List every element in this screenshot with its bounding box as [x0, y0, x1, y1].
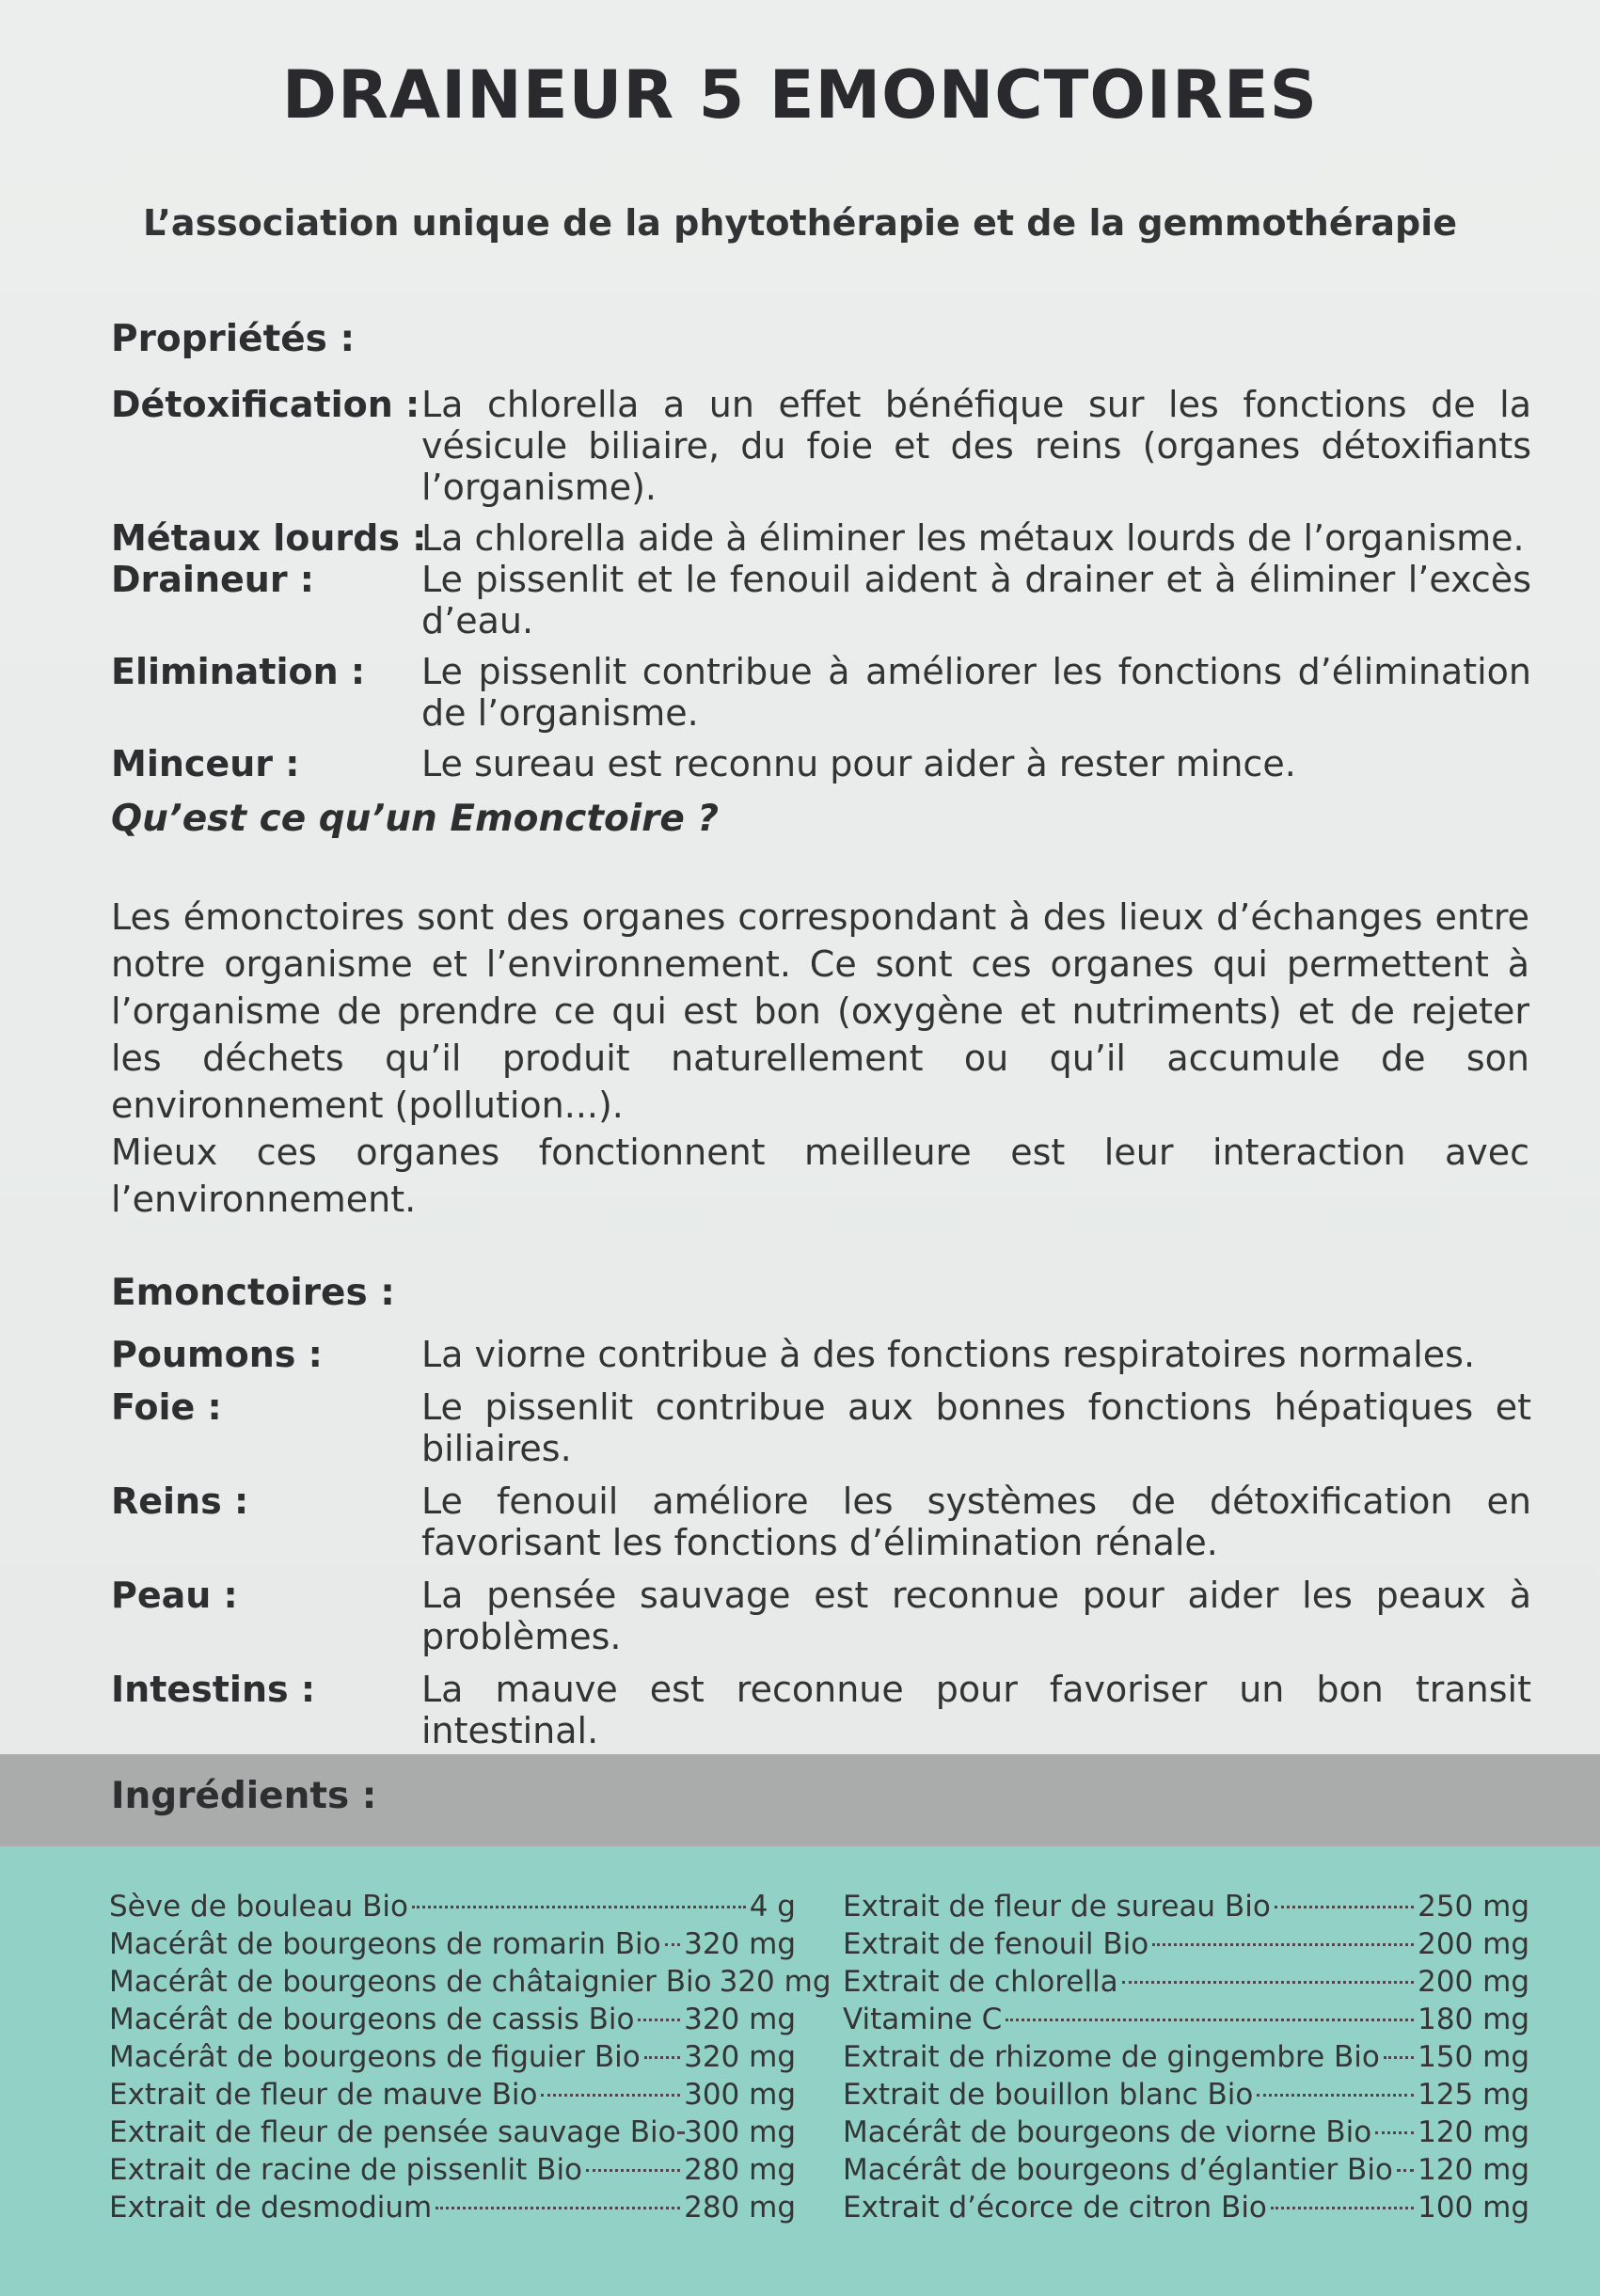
- ingredient-quantity: 180 mg: [1418, 2003, 1529, 2036]
- definition-term: Elimination :: [111, 651, 366, 692]
- dot-leader: [1006, 2019, 1414, 2021]
- ingredient-item: [843, 1963, 1529, 2001]
- ingredient-quantity: 320 mg: [719, 1965, 832, 1999]
- document-subtitle: L’association unique de la phytothérapie et de la gemmothérapie: [143, 202, 1457, 244]
- definition-row: [111, 1575, 1531, 1657]
- ingredient-quantity: 120 mg: [1418, 2153, 1529, 2187]
- ingredient-name: Macérât de bourgeons d’églantier Bio: [843, 2153, 1393, 2187]
- definition-description: Le pissenlit et le fenouil aident à drainer et à éliminer l’excès d’eau.: [421, 559, 1531, 641]
- definition-term: Foie :: [111, 1386, 222, 1428]
- definition-description: Le fenouil améliore les systèmes de détoxification en favorisant les fonctions d’élimination rénale.: [421, 1481, 1531, 1563]
- emonctoire-interaction-paragraph: Mieux ces organes fonctionnent meilleure est leur interaction avec l’environnement.: [111, 1132, 1529, 1220]
- dot-leader: [1275, 1906, 1414, 1908]
- ingredient-name: Extrait de desmodium: [109, 2191, 433, 2225]
- ingredients-left-column: [109, 1888, 832, 2226]
- definition-term: Détoxification :: [111, 384, 420, 425]
- ingredient-item: [109, 1888, 796, 1925]
- ingredient-item: [109, 2001, 796, 2038]
- dot-leader: [586, 2169, 680, 2172]
- definition-description: La viorne contribue à des fonctions respiratoires normales.: [421, 1334, 1476, 1375]
- ingredients-heading: Ingrédients :: [111, 1775, 377, 1817]
- dot-leader: [1257, 2094, 1414, 2097]
- dot-leader: [638, 2019, 680, 2021]
- dot-leader: [1375, 2131, 1414, 2134]
- ingredient-name: Extrait de chlorella: [843, 1965, 1118, 1999]
- ingredient-quantity: 100 mg: [1418, 2191, 1529, 2225]
- ingredient-item: [843, 2114, 1529, 2151]
- definition-description: La pensée sauvage est reconnue pour aider les peaux à problèmes.: [421, 1575, 1531, 1657]
- definition-row: [111, 1481, 1531, 1563]
- definition-row: [111, 559, 1531, 641]
- proprietes-list: [111, 384, 1531, 784]
- dot-leader: [541, 2094, 680, 2097]
- ingredient-quantity: 200 mg: [1418, 1965, 1529, 1999]
- ingredient-item: [843, 1888, 1529, 1925]
- dot-leader: [644, 2056, 680, 2059]
- ingredients-band: [0, 1846, 1600, 2296]
- definition-term: Peau :: [111, 1575, 238, 1616]
- ingredient-quantity: 320 mg: [684, 2003, 796, 2036]
- ingredient-quantity: 300 mg: [684, 2115, 796, 2149]
- ingredient-name: Macérât de bourgeons de châtaignier Bio: [109, 1965, 712, 1999]
- ingredient-item: [843, 2001, 1529, 2038]
- ingredient-name: Macérât de bourgeons de viorne Bio: [843, 2115, 1372, 2149]
- definition-term: Draineur :: [111, 559, 314, 600]
- ingredient-item: [109, 1963, 832, 2001]
- dot-leader: [1152, 1943, 1414, 1946]
- ingredient-name: Extrait d’écorce de citron Bio: [843, 2191, 1267, 2225]
- ingredient-item: [109, 2114, 796, 2151]
- definition-row: [111, 1669, 1531, 1751]
- ingredient-name: Extrait de fenouil Bio: [843, 1927, 1149, 1961]
- ingredient-item: [109, 2038, 796, 2076]
- document-title: DRAINEUR 5 EMONCTOIRES: [281, 56, 1319, 134]
- ingredient-name: Extrait de fleur de sureau Bio: [843, 1890, 1271, 1924]
- ingredient-quantity: 280 mg: [684, 2191, 796, 2225]
- dot-leader: [1397, 2169, 1414, 2172]
- ingredient-quantity: 320 mg: [684, 1927, 796, 1961]
- ingredient-quantity: 200 mg: [1418, 1927, 1529, 1961]
- ingredient-name: Macérât de bourgeons de cassis Bio: [109, 2003, 635, 2036]
- definition-description: Le pissenlit contribue à améliorer les fonctions d’élimination de l’organisme.: [421, 651, 1531, 734]
- definition-description: La chlorella a un effet bénéfique sur les fonctions de la vésicule biliaire, du foie et des reins (organes détoxifiants l’organisme).: [421, 384, 1531, 508]
- definition-row: [111, 384, 1531, 508]
- ingredient-item: [109, 2076, 796, 2114]
- definition-description: Le pissenlit contribue aux bonnes fonctions hépatiques et biliaires.: [421, 1386, 1531, 1469]
- ingredient-name: Extrait de fleur de pensée sauvage Bio: [109, 2115, 676, 2149]
- definition-term: Poumons :: [111, 1334, 323, 1375]
- ingredients-right-column: [843, 1888, 1529, 2226]
- ingredient-quantity: 125 mg: [1418, 2078, 1529, 2112]
- definition-row: [111, 1334, 1531, 1375]
- ingredient-item: [843, 1925, 1529, 1963]
- ingredient-quantity: 120 mg: [1418, 2115, 1529, 2149]
- definition-row: [111, 651, 1531, 734]
- ingredient-item: [843, 2076, 1529, 2114]
- ingredient-quantity: 4 g: [749, 1890, 796, 1924]
- dot-leader: [1271, 2207, 1414, 2209]
- emonctoire-question-heading: Qu’est ce qu’un Emonctoire ?: [111, 798, 720, 840]
- ingredient-name: Extrait de racine de pissenlit Bio: [109, 2153, 583, 2187]
- ingredient-item: [843, 2151, 1529, 2189]
- emonctoires-heading: Emonctoires :: [111, 1272, 395, 1314]
- dot-leader: [665, 1943, 680, 1946]
- dot-leader: [436, 2207, 680, 2209]
- definition-description: Le sureau est reconnu pour aider à rester mince.: [421, 743, 1296, 784]
- definition-term: Reins :: [111, 1481, 249, 1522]
- ingredient-name: Macérât de bourgeons de figuier Bio: [109, 2040, 641, 2074]
- definition-description: La mauve est reconnue pour favoriser un bon transit intestinal.: [421, 1669, 1531, 1751]
- definition-row: [111, 1386, 1531, 1469]
- dot-leader: [1122, 1981, 1414, 1984]
- definition-description: La chlorella aide à éliminer les métaux lourds de l’organisme.: [421, 517, 1525, 559]
- ingredient-name: Extrait de bouillon blanc Bio: [843, 2078, 1254, 2112]
- ingredients-header-band: [0, 1754, 1600, 1846]
- ingredient-name: Sève de bouleau Bio: [109, 1890, 408, 1924]
- ingredient-quantity: 300 mg: [684, 2078, 796, 2112]
- ingredient-quantity: 320 mg: [684, 2040, 796, 2074]
- ingredient-name: Extrait de fleur de mauve Bio: [109, 2078, 538, 2112]
- dot-leader: [1384, 2056, 1414, 2059]
- definition-term: Intestins :: [111, 1669, 316, 1710]
- proprietes-heading: Propriétés :: [111, 318, 356, 360]
- ingredient-name: Extrait de rhizome de gingembre Bio: [843, 2040, 1380, 2074]
- definition-row: [111, 517, 1531, 559]
- definition-term: Minceur :: [111, 743, 300, 784]
- ingredient-quantity: 250 mg: [1418, 1890, 1529, 1924]
- ingredient-item: [109, 2151, 796, 2189]
- emonctoires-list: [111, 1334, 1531, 1751]
- ingredient-name: Macérât de bourgeons de romarin Bio: [109, 1927, 661, 1961]
- ingredient-quantity: 150 mg: [1418, 2040, 1529, 2074]
- ingredient-name: Vitamine C: [843, 2003, 1003, 2036]
- ingredient-item: [109, 2189, 796, 2226]
- dot-leader: [412, 1906, 746, 1908]
- ingredient-item: [843, 2189, 1529, 2226]
- definition-row: [111, 743, 1531, 784]
- ingredient-item: [843, 2038, 1529, 2076]
- ingredient-quantity: 280 mg: [684, 2153, 796, 2187]
- emonctoire-definition-paragraph: Les émonctoires sont des organes correspondant à des lieux d’échanges entre notre organisme et l’environnement. Ce sont ces organes qui permettent à l’organisme de prendre ce qui est bon (oxygène et nutriments) et de rejeter les déchets qu’il produit naturellement ou qu’il accumule de son environnement (pollution...).: [111, 896, 1529, 1126]
- definition-term: Métaux lourds :: [111, 517, 427, 559]
- ingredient-item: [109, 1925, 796, 1963]
